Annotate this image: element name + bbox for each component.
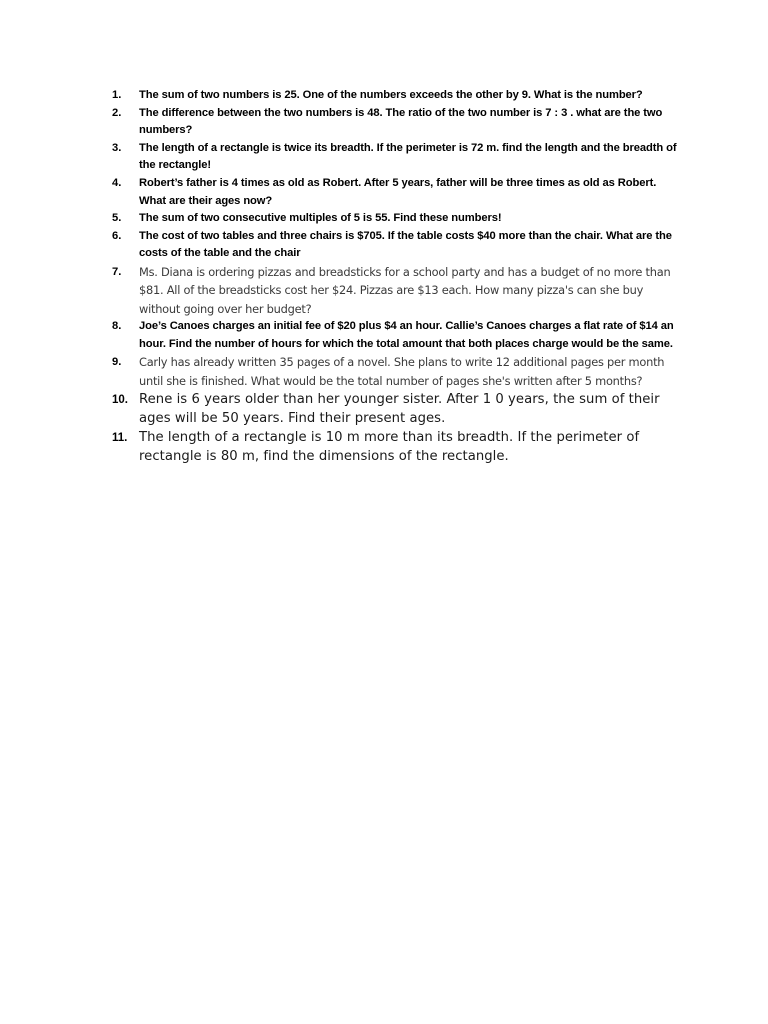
problem-item-9	[112, 353, 678, 390]
problem-number: 1.	[112, 89, 122, 101]
problem-item-6	[112, 228, 678, 263]
problem-text: The length of a rectangle is twice its breadth. If the perimeter is 72 m. find the length and the breadth of the rectangle!	[139, 141, 677, 172]
problem-number: 11.	[112, 432, 128, 445]
problem-text: Rene is 6 years older than her younger sister. After 1 0 years, the sum of their ages will be 50 years. Find their present ages.	[139, 392, 660, 427]
problem-text: Ms. Diana is ordering pizzas and breadsticks for a school party and has a budget of no more than $81. All of the breadsticks cost her $24. Pizzas are $13 each. How many pizza's can she buy without going over her budget?	[139, 264, 671, 316]
problem-number: 3.	[112, 141, 122, 154]
problem-number: 7.	[112, 265, 122, 278]
problem-number: 6.	[112, 229, 122, 242]
problem-item-7	[112, 263, 678, 318]
problem-list	[112, 87, 678, 466]
problem-number: 5.	[112, 212, 122, 225]
problem-number: 2.	[112, 106, 122, 119]
problem-item-8	[112, 318, 678, 353]
problem-item-3	[112, 140, 678, 175]
problem-text: Joe’s Canoes charges an initial fee of $20 plus $4 an hour. Callie’s Canoes charges a flat rate of $14 an hour. Find the number of hours for which the total amount that both places charge would be the same.	[139, 320, 674, 350]
problem-text: The sum of two consecutive multiples of 5 is 55. Find these numbers!	[139, 212, 502, 225]
problem-item-11	[112, 428, 678, 466]
problem-item-5	[112, 210, 678, 228]
problem-number: 10.	[112, 394, 128, 407]
problem-text: Carly has already written 35 pages of a novel. She plans to write 12 additional pages per month until she is finished. What would be the total number of pages she's written after 5 months?	[139, 355, 665, 388]
problem-text: The difference between the two numbers is 48. The ratio of the two number is 7 : 3 . what are the two numbers?	[139, 106, 663, 137]
problem-item-10	[112, 390, 678, 428]
problem-number: 9.	[112, 356, 122, 369]
problem-number: 8.	[112, 320, 122, 333]
problem-text: The length of a rectangle is 10 m more than its breadth. If the perimeter of rectangle is 80 m, find the dimensions of the rectangle.	[139, 430, 640, 465]
problem-text: The sum of two numbers is 25. One of the numbers exceeds the other by 9. What is the number?	[139, 89, 643, 101]
problem-item-2	[112, 105, 678, 140]
problem-item-4	[112, 175, 678, 210]
problem-number: 4.	[112, 176, 122, 189]
problem-text: Robert’s father is 4 times as old as Robert. After 5 years, father will be three times as old as Robert. What are their ages now?	[139, 176, 657, 207]
problem-text: The cost of two tables and three chairs is $705. If the table costs $40 more than the chair. What are the costs of the table and the chair	[139, 229, 672, 260]
problem-item-1	[112, 87, 678, 105]
